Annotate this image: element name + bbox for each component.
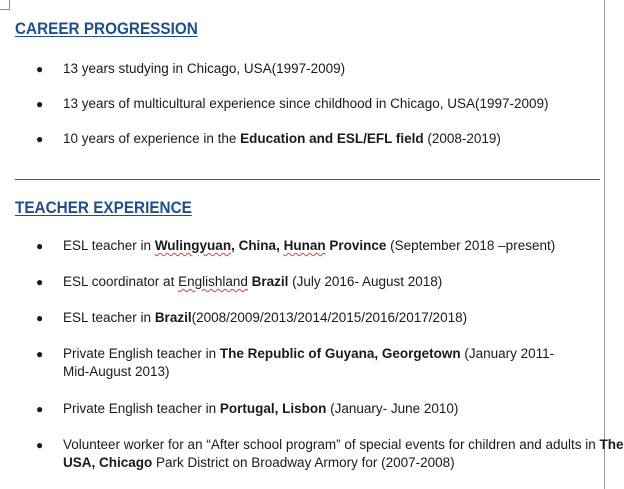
bullet-icon: ● <box>36 438 44 452</box>
bullet-icon: ● <box>36 275 44 289</box>
page-margin-line <box>604 0 605 489</box>
career-progression-heading: CAREER PROGRESSION <box>15 19 198 38</box>
page-corner-mark <box>0 0 10 10</box>
list-item-text: ESL coordinator at Englishland Brazil (July 2016- August 2018) <box>63 274 443 289</box>
list-item-text: Volunteer worker for an “After school program” of special events for children and adults in The <box>63 437 624 452</box>
teacher-experience-heading: TEACHER EXPERIENCE <box>15 198 192 217</box>
list-item-text-continued: Mid-August 2013) <box>63 364 170 379</box>
bullet-icon: ● <box>36 311 44 325</box>
spellcheck-word: Englishland <box>178 274 248 289</box>
list-item-text: ESL teacher in Wulingyuan, China, Hunan Province (September 2018 –present) <box>63 238 556 253</box>
list-item-text: 13 years of multicultural experience since childhood in Chicago, USA(1997-2009) <box>63 96 549 111</box>
spellcheck-word: Wulingyuan <box>154 238 232 253</box>
bullet-icon: ● <box>36 239 44 253</box>
bullet-icon: ● <box>36 97 44 111</box>
list-item-text-continued: USA, Chicago Park District on Broadway Armory for (2007-2008) <box>63 455 455 470</box>
spellcheck-word: Hunan <box>283 238 326 253</box>
list-item-text: 13 years studying in Chicago, USA(1997-2009) <box>63 61 346 76</box>
list-item-text: Private English teacher in The Republic of Guyana, Georgetown (January 2011- <box>63 346 555 361</box>
section-divider <box>15 179 600 180</box>
list-item-text: ESL teacher in Brazil(2008/2009/2013/2014/2015/2016/2017/2018) <box>63 310 468 325</box>
bullet-icon: ● <box>36 402 44 416</box>
bullet-icon: ● <box>36 62 44 76</box>
list-item-text: 10 years of experience in the Education and ESL/EFL field (2008-2019) <box>63 131 501 146</box>
emphasis-text: Education and ESL/EFL field <box>240 131 424 146</box>
list-item-text: Private English teacher in Portugal, Lisbon (January- June 2010) <box>63 401 459 416</box>
bullet-icon: ● <box>36 132 44 146</box>
bullet-icon: ● <box>36 347 44 361</box>
